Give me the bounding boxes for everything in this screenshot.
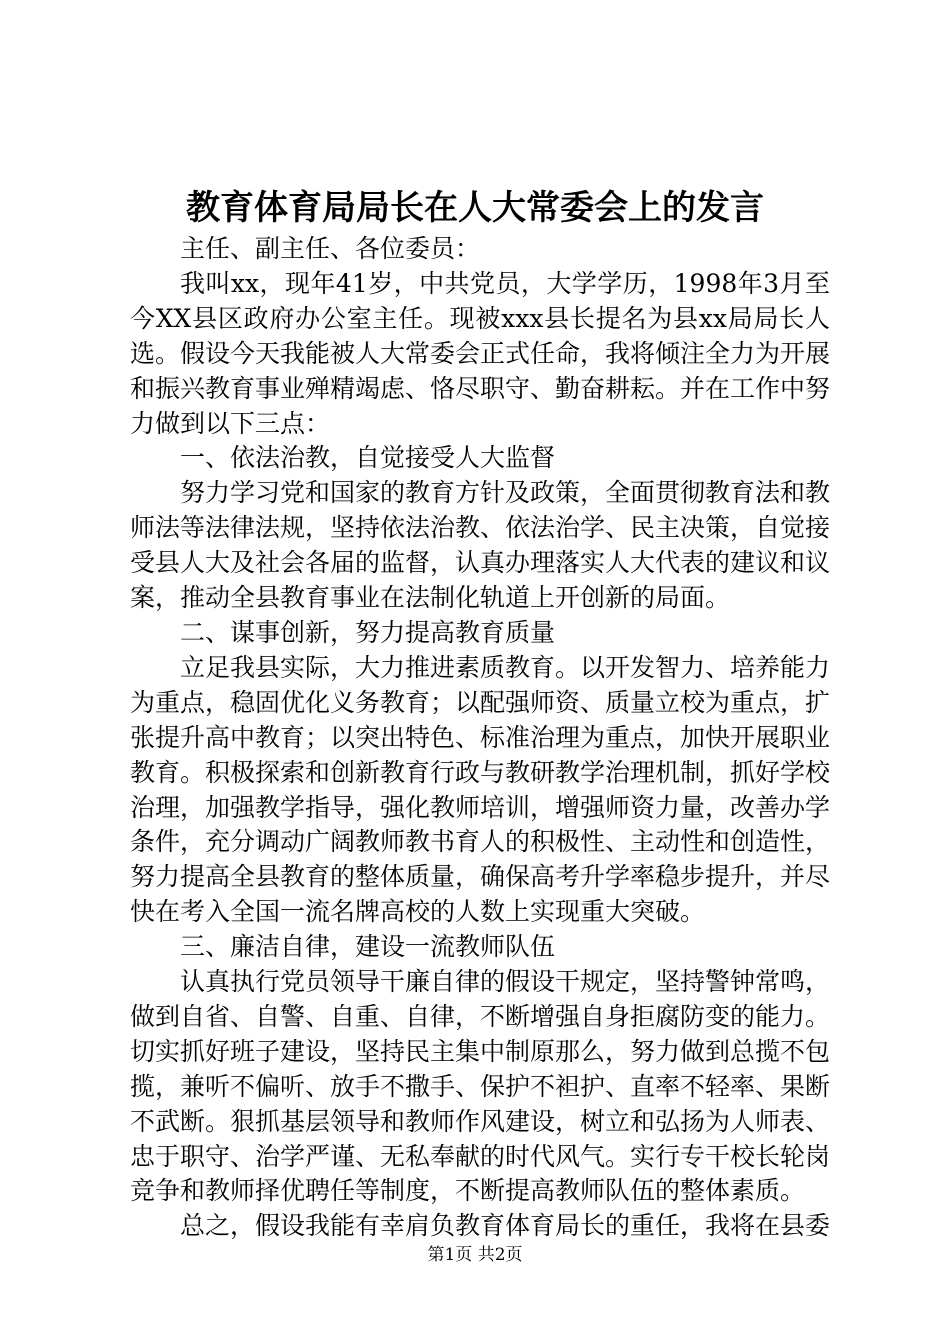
section-paragraph-3: 认真执行党员领导干廉自律的假设干规定，坚持警钟常鸣，做到自省、自警、自重、自律，不断增强自身拒腐防变的能力。切实抓好班子建设，坚持民主集中制原那么，努力做到总揽不包揽，兼听不偏听、放手不撒手、保护不袒护、直率不轻率、果断不武断。狠抓基层领导和教师作风建设，树立和弘扬为人师表、忠于职守、治学严谨、无私奉献的时代风气。实行专干校长轮岗竞争和教师择优聘任等制度，不断提高教师队伍的整体素质。 [130, 967, 831, 1206]
closing-paragraph: 总之，假设我能有幸肩负教育体育局长的重任，我将在县委 [180, 1211, 831, 1241]
section-heading-2: 二、谋事创新，努力提高教育质量 [180, 617, 556, 647]
intro-paragraph: 我叫xx，现年41岁，中共党员，大学学历，1998年3月至今XX县区政府办公室主任。现被xxx县长提名为县xx局局长人选。假设今天我能被人大常委会正式任命，我将倾注全力为开展和振兴教育事业殚精竭虑、恪尽职守、勤奋耕耘。并在工作中努力做到以下三点： [130, 268, 831, 438]
section-paragraph-1: 努力学习党和国家的教育方针及政策，全面贯彻教育法和教师法等法律法规，坚持依法治教、依法治学、民主决策，自觉接受县人大及社会各届的监督，认真办理落实人大代表的建议和议案，推动全县教育事业在法制化轨道上开创新的局面。 [130, 478, 831, 613]
document-title: 教育体育局局长在人大常委会上的发言 [186, 188, 764, 228]
section-paragraph-2: 立足我县实际，大力推进素质教育。以开发智力、培养能力为重点，稳固优化义务教育；以配强师资、质量立校为重点，扩张提升高中教育；以突出特色、标准治理为重点，加快开展职业教育。积极探索和创新教育行政与教研教学治理机制，抓好学校治理，加强教学指导，强化教师培训，增强师资力量，改善办学条件，充分调动广阔教师教书育人的积极性、主动性和创造性，努力提高全县教育的整体质量，确保高考升学率稳步提升，并尽快在考入全国一流名牌高校的人数上实现重大突破。 [130, 652, 831, 927]
section-heading-1: 一、依法治教，自觉接受人大监督 [180, 443, 556, 473]
document-body [130, 232, 830, 1244]
page-number-footer: 第1页 共2页 [427, 1245, 523, 1265]
section-heading-3: 三、廉洁自律，建设一流教师队伍 [180, 932, 556, 962]
salutation: 主任、副主任、各位委员： [180, 234, 481, 263]
